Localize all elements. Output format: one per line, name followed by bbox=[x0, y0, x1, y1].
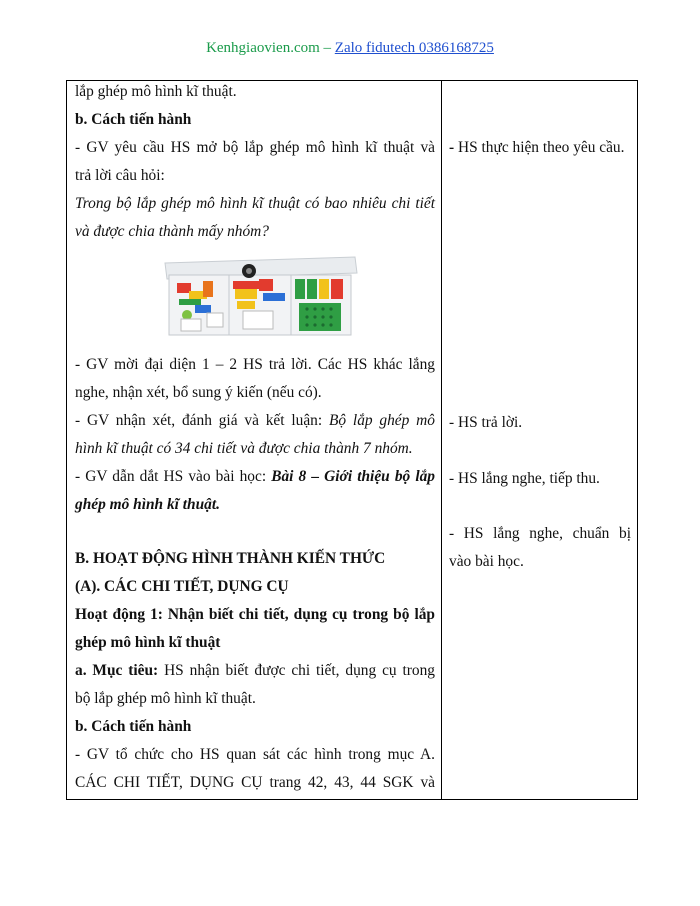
text-line: - HS lắng nghe, tiếp thu. bbox=[449, 470, 600, 487]
zalo-contact-link[interactable]: Zalo fidutech 0386168725 bbox=[334, 40, 494, 56]
objective-line: a. Mục tiêu: HS nhận biết được chi tiết, dụng cụ trong bbox=[75, 662, 435, 679]
text-line: - GV yêu cầu HS mở bộ lắp ghép mô hình kĩ thuật và bbox=[75, 139, 435, 156]
text-line: - GV dẫn dắt HS vào bài học: Bài 8 – Giới thiệu bộ lắp bbox=[75, 468, 435, 485]
section-heading: B. HOẠT ĐỘNG HÌNH THÀNH KIẾN THỨC bbox=[75, 550, 386, 567]
text-line: - GV tổ chức cho HS quan sát các hình trong mục A. bbox=[75, 746, 435, 763]
text-line: trả lời câu hỏi: bbox=[75, 167, 165, 184]
lesson-title: ghép mô hình kĩ thuật. bbox=[75, 496, 220, 513]
text-line: bộ lắp ghép mô hình kĩ thuật. bbox=[75, 690, 256, 707]
text-line: - GV mời đại diện 1 – 2 HS trả lời. Các HS khác lắng bbox=[75, 356, 435, 373]
section-heading: b. Cách tiến hành bbox=[75, 718, 192, 735]
text-line: vào bài học. bbox=[449, 553, 524, 570]
lesson-table bbox=[66, 80, 638, 800]
header-separator: – bbox=[319, 40, 335, 56]
text-line: - HS lắng nghe, chuẩn bị bbox=[449, 525, 631, 542]
page-header bbox=[0, 40, 700, 57]
question-text: và được chia thành mấy nhóm? bbox=[75, 223, 269, 240]
section-heading: b. Cách tiến hành bbox=[75, 111, 192, 128]
text-line: - HS trả lời. bbox=[449, 414, 523, 431]
question-text: Trong bộ lắp ghép mô hình kĩ thuật có bao nhiêu chi tiết bbox=[75, 195, 435, 212]
site-name: Kenhgiaovien.com bbox=[206, 40, 320, 56]
text-line: - HS thực hiện theo yêu cầu. bbox=[449, 139, 625, 156]
activity-heading: Hoạt động 1: Nhận biết chi tiết, dụng cụ trong bộ lắp bbox=[75, 606, 435, 623]
text-line: - GV nhận xét, đánh giá và kết luận: Bộ lắp ghép mô bbox=[75, 412, 435, 429]
conclusion-text: hình kĩ thuật có 34 chi tiết và được chia thành 7 nhóm. bbox=[75, 440, 413, 457]
activity-heading: ghép mô hình kĩ thuật bbox=[75, 634, 221, 651]
text-line: lắp ghép mô hình kĩ thuật. bbox=[75, 83, 237, 100]
column-divider bbox=[441, 81, 442, 799]
model-kit-box-image bbox=[159, 253, 361, 341]
text-line: nghe, nhận xét, bổ sung ý kiến (nếu có). bbox=[75, 384, 322, 401]
text-line: CÁC CHI TIẾT, DỤNG CỤ trang 42, 43, 44 SGK và bbox=[75, 774, 435, 791]
section-heading: (A). CÁC CHI TIẾT, DỤNG CỤ bbox=[75, 578, 289, 595]
